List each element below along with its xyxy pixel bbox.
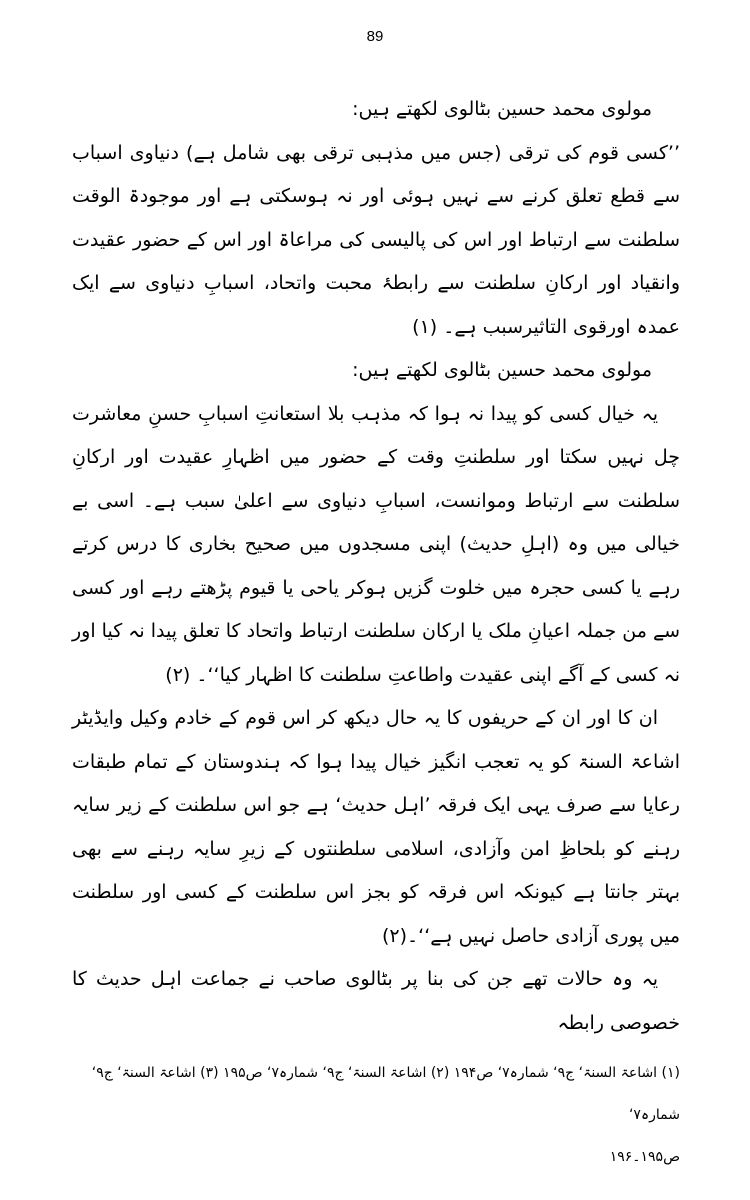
- quote-paragraph-1: ’’کسی قوم کی ترقی (جس میں مذہبی ترقی بھی شامل ہے) دنیاوی اسباب سے قطع تعلق کرنے سے نہیں ہوئی اور نہ ہوسکتی ہے اور موجودۃ الوقت سلطنت سے ارتباط اور اس کی پالیسی کی مراعاۃ اور اس کے حضور عقیدت وانقیاد اور ارکانِ سلطنت سے رابطۂ محبت واتحاد، اسبابِ دنیاوی سے ایک عمدہ اورقوی التاثیرسبب ہے۔ (۱): [72, 141, 680, 338]
- quote-paragraph-2: یہ خیال کسی کو پیدا نہ ہوا کہ مذہب بلا استعانتِ اسبابِ حسنِ معاشرت چل نہیں سکتا اور سلطنتِ وقت کے حضور میں اظہارِ عقیدت اور ارکانِ سلطنت سے ارتباط وموانست، اسبابِ دنیاوی سے اعلیٰ سبب ہے۔ اسی بے خیالی میں وہ (اہلِ حدیث) اپنی مسجدوں میں صحیح بخاری کا درس کرتے رہے یا کسی حجرہ میں خلوت گزیں ہوکر یاحی یا قیوم پڑھتے رہے اور کسی سے من جملہ اعیانِ ملک یا ارکان سلطنت ارتباط واتحاد کا تعلق پیدا نہ کیا اور نہ کسی کے آگے اپنی عقیدت واطاعتِ سلطنت کا اظہار کیا‘‘۔ (۲): [72, 402, 680, 686]
- footnotes: [72, 1052, 680, 1178]
- footnote-line-2: ص۱۹۵۔۱۹۶: [609, 1149, 680, 1165]
- body-paragraph-4: یہ وہ حالات تھے جن کی بنا پر بٹالوی صاحب نے جماعت اہل حدیث کا خصوصی رابطہ: [72, 968, 680, 1034]
- footnote-line-1: (۱) اشاعۃ السنۃ‘ ج۹‘ شمارہ۷‘ ص۱۹۴ (۲) اشاعۃ السنۃ‘ ج۹‘ شمارہ۷‘ ص۱۹۵ (۳) اشاعۃ السنۃ‘ ج۹‘ شمارہ۷‘: [91, 1065, 680, 1123]
- page-number: 89: [366, 28, 384, 45]
- page-body: [72, 88, 680, 1045]
- heading-batalvi-1: مولوی محمد حسین بٹالوی لکھتے ہیں:: [352, 98, 652, 120]
- heading-batalvi-2: مولوی محمد حسین بٹالوی لکھتے ہیں:: [352, 359, 652, 381]
- body-paragraph-3: ان کا اور ان کے حریفوں کا یہ حال دیکھ کر اس قوم کے خادم وکیل وایڈیٹر اشاعۃ السنۃ کو یہ تعجب انگیز خیال پیدا ہوا کہ ہندوستان کے تمام طبقات رعایا سے صرف یہی ایک فرقہ ’اہل حدیث‘ ہے جو اس سلطنت کے زیر سایہ رہنے کو بلحاظِ امن وآزادی، اسلامی سلطنتوں کے زیرِ سایہ رہنے سے بھی بہتر جانتا ہے کیونکہ اس فرقہ کو بجز اس سلطنت کے کسی اور سلطنت میں پوری آزادی حاصل نہیں ہے‘‘۔(۲): [72, 707, 680, 947]
